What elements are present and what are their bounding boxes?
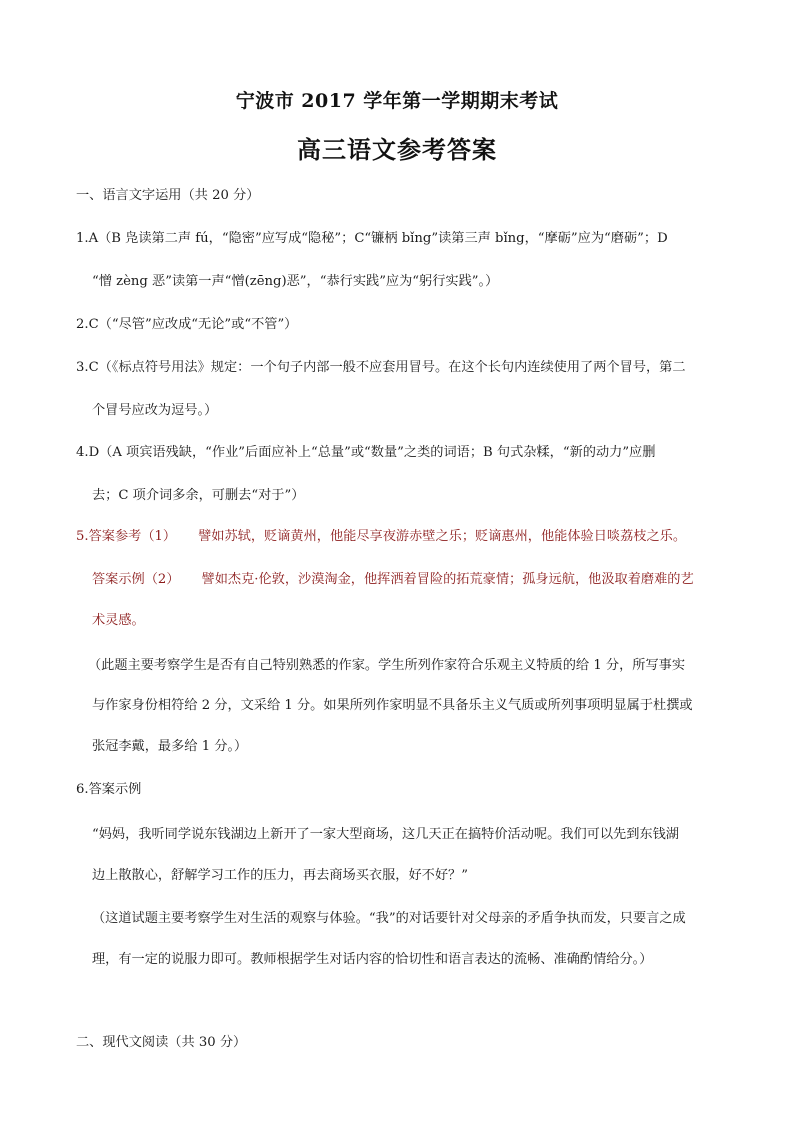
- q4-line2: 去；C 项介词多余，可删去“对于”）: [92, 488, 305, 503]
- q6-note2: 理，有一定的说服力即可。教师根据学生对话内容的恰切性和语言表达的流畅、准确酌情给分。）: [92, 952, 653, 967]
- q5-label2: 答案示例（2）: [92, 572, 180, 587]
- q1-line2: “憎 zèng 恶”读第一声“憎(zēng)恶”，“恭行实践”应为“躬行实践”。）: [92, 274, 499, 289]
- q3-line2: 个冒号应改为逗号。）: [92, 403, 218, 418]
- section2-heading: 二、现代文阅读（共 30 分）: [76, 1035, 247, 1050]
- q5-answer2-cont: 术灵感。: [92, 613, 145, 628]
- q5-text2: 譬如杰克·伦敦，沙漠淘金，他挥洒着冒险的拓荒豪情；孤身远航，他汲取着磨难的艺: [201, 572, 694, 587]
- answer-key-title: 高三语文参考答案: [297, 135, 497, 164]
- q6-answer2: 边上散散心，舒解学习工作的压力，再去商场买衣服，好不好？”: [92, 868, 468, 883]
- q5-answer2: [92, 571, 694, 589]
- q4-line1: 4.D（A 项宾语残缺，“作业”后面应补上“总量”或“数量”之类的词语；B 句式杂糅，“新的动力”应删: [76, 445, 656, 460]
- q3-line1: 3.C（《标点符号用法》规定：一个句子内部一般不应套用冒号。在这个长句内连续使用了两个冒号，第二: [76, 360, 686, 375]
- q5-note1: （此题主要考察学生是否有自己特别熟悉的作家。学生所列作家符合乐观主义特质的给 1 分，所写事实: [88, 658, 686, 673]
- q6-answer1: “妈妈，我听同学说东钱湖边上新开了一家大型商场，这几天正在搞特价活动呢。我们可以先到东钱湖: [92, 827, 679, 842]
- q5-note3: 张冠李戴，最多给 1 分。）: [92, 739, 248, 754]
- q6-note1: （这道试题主要考察学生对生活的观察与体验。“我”的对话要针对父母亲的矛盾争执而发，只要言之成: [92, 911, 686, 926]
- q6-label: 6.答案示例: [76, 782, 142, 797]
- q5-answer1: [76, 528, 686, 546]
- q5-text1: 譬如苏轼，贬谪黄州，他能尽享夜游赤壁之乐；贬谪惠州，他能体验日啖荔枝之乐。: [198, 529, 687, 544]
- q5-note2: 与作家身份相符给 2 分，文采给 1 分。如果所列作家明显不具备乐主义气质或所列事项明显属于杜撰或: [92, 698, 693, 713]
- exam-title: 宁波市 2017 学年第一学期期末考试: [235, 90, 559, 112]
- q5-label1: 5.答案参考（1）: [76, 529, 177, 544]
- q2-line1: 2.C（“尽管”应改成“无论”或“不管”）: [76, 317, 298, 332]
- section1-heading: 一、语言文字运用（共 20 分）: [76, 188, 260, 203]
- q1-line1: 1.A（B 凫读第二声 fú，“隐密”应写成“隐秘”；C“镰柄 bǐng”读第三声 bǐng，“摩砺”应为“磨砺”；D: [76, 231, 668, 246]
